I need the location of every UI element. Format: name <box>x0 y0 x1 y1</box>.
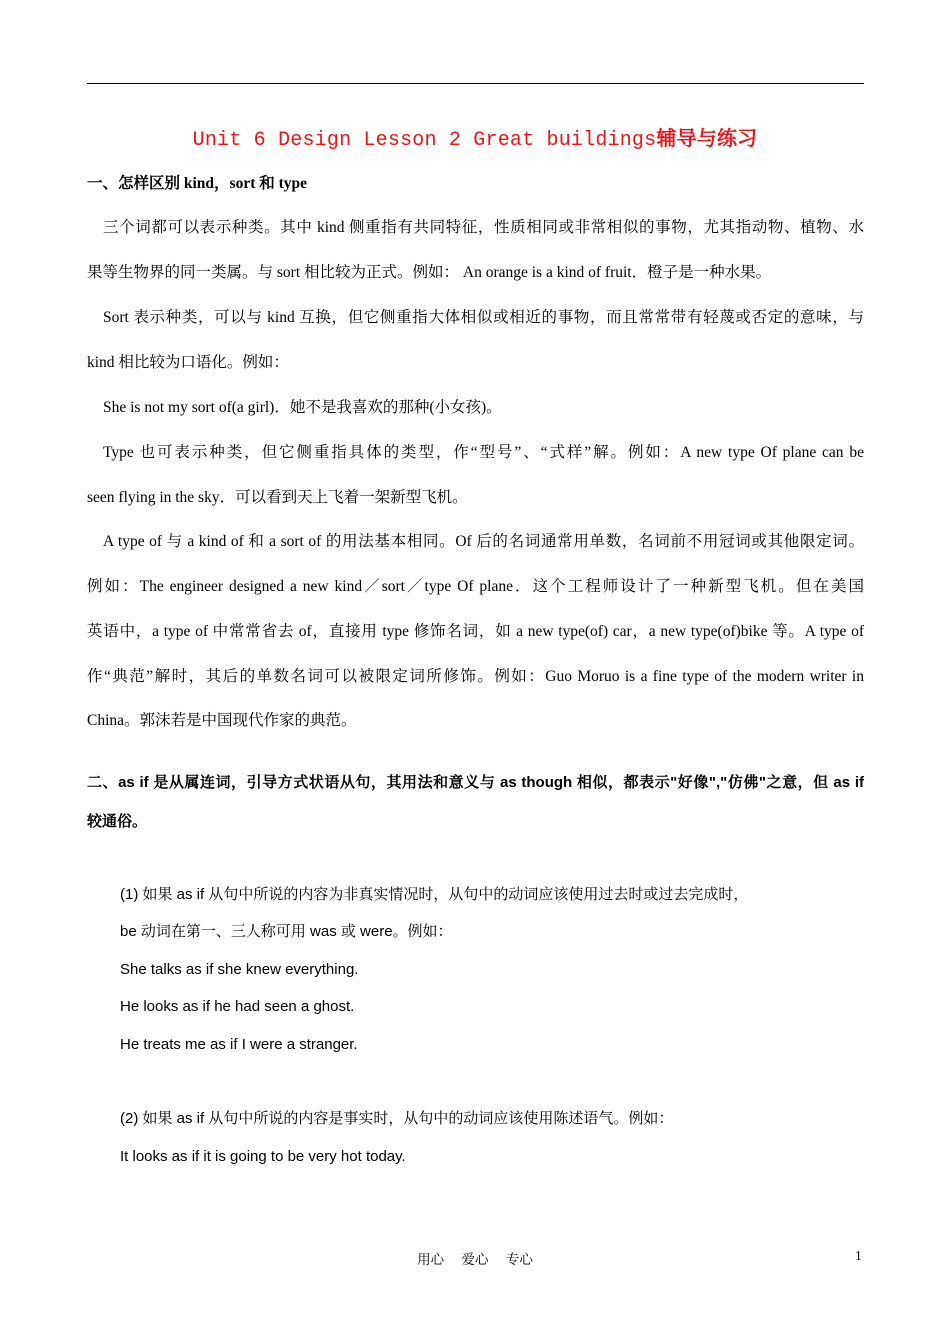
section1-line: Type 也可表示种类，但它侧重指具体的类型，作“型号”、“式样”解。例如：A new type Of plane can be <box>103 444 864 461</box>
page-number: 1 <box>855 1248 862 1263</box>
section1-line: 作“典范”解时，其后的单数名词可以被限定词所修饰。例如：Guo Moruo is a fine type of the modern writer in <box>87 668 864 685</box>
title-chinese: 辅导与练习 <box>656 126 758 150</box>
section1-line: A type of 与 a kind of 和 a sort of 的用法基本相同。Of 后的名词通常用单数，名词前不用冠词或其他限定词。 <box>103 533 864 550</box>
rule2-text: (2) 如果 as if 从句中所说的内容是事实时，从句中的动词应该使用陈述语气。例如： <box>120 1110 674 1127</box>
document-title <box>0 122 950 152</box>
section1-line: She is not my sort of(a girl)．她不是我喜欢的那种(小女孩)。 <box>103 399 502 416</box>
example-sentence: She talks as if she knew everything. <box>120 961 359 978</box>
section1-heading: 一、怎样区别 kind，sort 和 type <box>87 175 308 192</box>
section1-line: China。郭沫若是中国现代作家的典范。 <box>87 712 357 729</box>
section2-heading-cont: 较通俗。 <box>87 813 148 830</box>
section1-line: seen flying in the sky．可以看到天上飞着一架新型飞机。 <box>87 489 468 506</box>
title-english: Unit 6 Design Lesson 2 Great buildings <box>192 129 657 152</box>
section1-line: 例如：The engineer designed a new kind／sort／type Of plane．这个工程师设计了一种新型飞机。但在美国 <box>87 578 864 595</box>
section2-heading: 二、as if 是从属连词，引导方式状语从句，其用法和意义与 as though 相似，都表示"好像","仿佛"之意，但 as if <box>87 774 864 791</box>
rule1-text-cont: be 动词在第一、三人称可用 was 或 were。例如： <box>120 923 453 940</box>
section1-line: 三个词都可以表示种类。其中 kind 侧重指有共同特征，性质相同或非常相似的事物，尤其指动物、植物、水 <box>103 219 864 236</box>
rule1-text: (1) 如果 as if 从句中所说的内容为非真实情况时，从句中的动词应该使用过去时或过去完成时， <box>120 886 749 903</box>
header-rule <box>87 83 864 84</box>
example-sentence: It looks as if it is going to be very hot today. <box>120 1148 406 1165</box>
section1-line: kind 相比较为口语化。例如： <box>87 354 289 371</box>
section1-line: Sort 表示种类，可以与 kind 互换，但它侧重指大体相似或相近的事物，而且常常带有轻蔑或否定的意味，与 <box>103 309 864 326</box>
section1-line: 果等生物界的同一类属。与 sort 相比较为正式。例如： An orange is a kind of fruit．橙子是一种水果。 <box>87 264 772 281</box>
example-sentence: He looks as if he had seen a ghost. <box>120 998 355 1015</box>
section1-line: 英语中，a type of 中常常省去 of，直接用 type 修饰名词，如 a new type(of) car，a new type(of)bike 等。A type of <box>87 623 864 640</box>
footer-motto: 用心 爱心 专心 <box>417 1252 533 1267</box>
example-sentence: He treats me as if I were a stranger. <box>120 1036 358 1053</box>
